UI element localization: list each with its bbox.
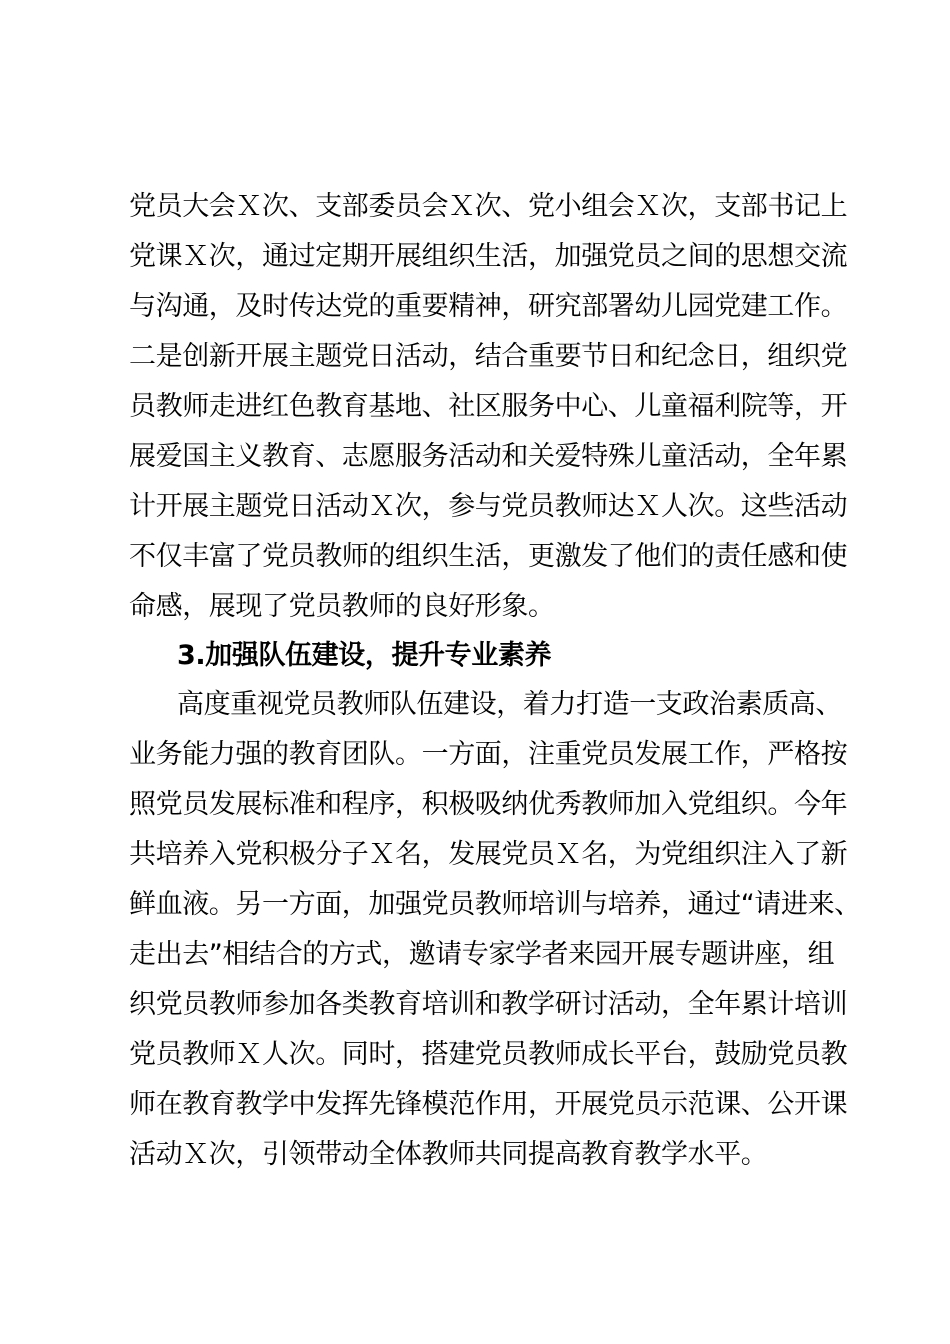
text-line: 鲜血液。另一方面，加强党员教师培训与培养，通过“请进来、	[129, 889, 861, 920]
text-line: 展爱国主义教育、志愿服务活动和关爱特殊儿童活动，全年累	[129, 441, 848, 472]
text-line: 党员教师Ｘ人次。同时，搭建党员教师成长平台，鼓励党员教	[129, 1039, 848, 1070]
text-line: 活动Ｘ次，引领带动全体教师共同提高教育教学水平。	[129, 1139, 768, 1170]
text-line: 照党员发展标准和程序，积极吸纳优秀教师加入党组织。今年	[129, 789, 848, 820]
section-heading: 3.加强队伍建设，提升专业素养	[177, 640, 552, 671]
paragraph-team-building	[129, 680, 861, 1180]
text-line: 织党员教师参加各类教育培训和教学研讨活动，全年累计培训	[129, 989, 848, 1020]
text-line: 走出去”相结合的方式，邀请专家学者来园开展专题讲座，组	[129, 939, 835, 970]
text-line: 二是创新开展主题党日活动，结合重要节日和纪念日，组织党	[129, 341, 848, 372]
paragraph-party-activities	[129, 182, 848, 632]
text-line: 命感，展现了党员教师的良好形象。	[129, 591, 555, 622]
text-line: 业务能力强的教育团队。一方面，注重党员发展工作，严格按	[129, 739, 848, 770]
text-line: 党员大会Ｘ次、支部委员会Ｘ次、党小组会Ｘ次，支部书记上	[129, 191, 848, 222]
text-line: 不仅丰富了党员教师的组织生活，更激发了他们的责任感和使	[129, 541, 848, 572]
text-line: 师在教育教学中发挥先锋模范作用，开展党员示范课、公开课	[129, 1089, 848, 1120]
text-line: 高度重视党员教师队伍建设，着力打造一支政治素质高、	[177, 689, 842, 720]
text-line: 与沟通，及时传达党的重要精神，研究部署幼儿园党建工作。	[129, 291, 848, 322]
text-line: 党课Ｘ次，通过定期开展组织生活，加强党员之间的思想交流	[129, 241, 848, 272]
text-line: 共培养入党积极分子Ｘ名，发展党员Ｘ名，为党组织注入了新	[129, 839, 848, 870]
text-line: 计开展主题党日活动Ｘ次，参与党员教师达Ｘ人次。这些活动	[129, 491, 848, 522]
text-line: 员教师走进红色教育基地、社区服务中心、儿童福利院等，开	[129, 391, 848, 422]
